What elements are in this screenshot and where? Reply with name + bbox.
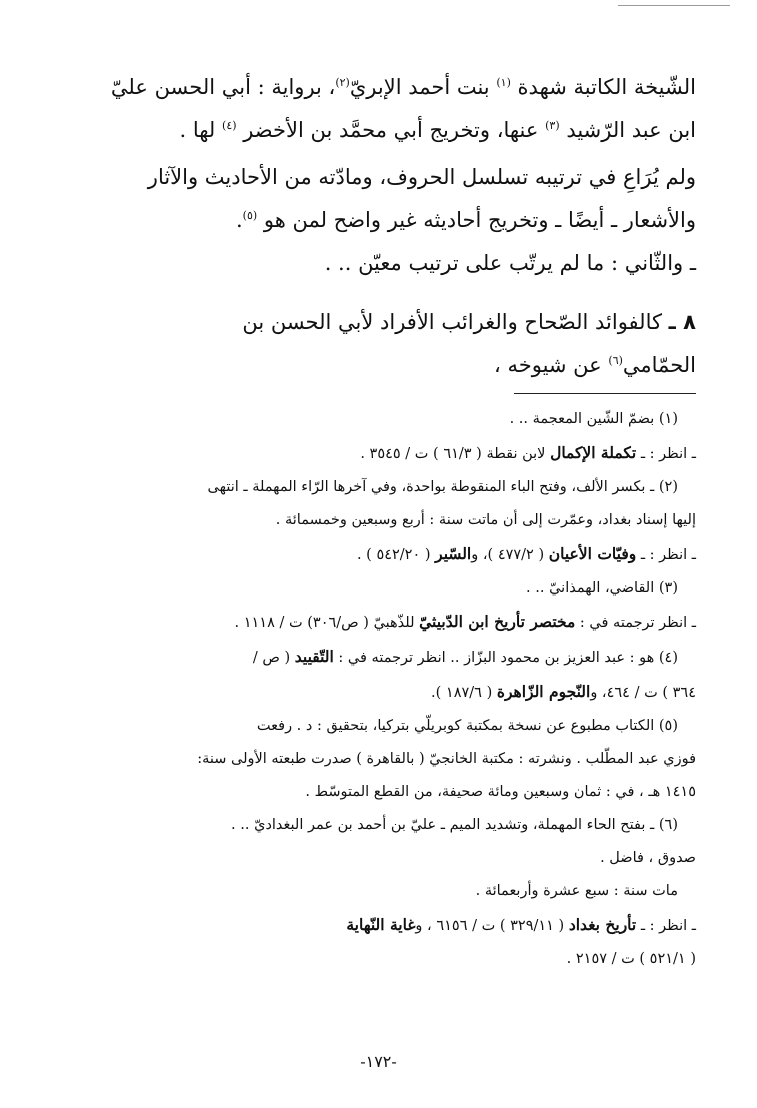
paragraph-line-2: ابن عبد الرّشيد $^{(٣)}$ عنها، وتخريج أبي محمَّد بن الأخضر $^{(٤)}$ لها . [179,118,696,142]
footnote-ref-3[interactable]: (٣) [545,119,560,132]
page-body [70,66,696,976]
footnote-6-ref-cont: ( ٥٢١/١ ) ت / ٢١٥٧ . [566,951,696,967]
paragraph-line-4: والأشعار ـ أيضًا ـ وتخريج أحاديثه غير واضح لمن هو $^{(٥)}$. [235,208,696,232]
paragraph-line-1: الشّيخة الكاتبة شهدة $^{(١)}$ بنت أحمد الإبريّ$^{(٢)}$، برواية : أبي الحسن عليّ [110,75,696,99]
book-title: مختصر تأريخ ابن الدّبيثيّ [419,612,576,631]
book-title: النّجوم الزّاهرة [496,682,591,701]
footnote-ref-5[interactable]: (٥) [242,209,258,222]
footnote-2-line-1: (٢) ـ بكسر الألف، وفتح الباء المنقوطة بواحدة، وفي آخرها الرّاء المهملة ـ انتهى [207,479,678,495]
paragraph-line-3: ولم يُرَاعِ في ترتيبه تسلسل الحروف، ومادّته من الأحاديث والآثار [147,165,696,189]
top-edge-mark [618,0,730,6]
footnote-3: (٣) القاضي، الهمذانيّ .. . [526,580,678,596]
footnote-separator [514,393,696,394]
item-title: كالفوائد الصّحاح والغرائب الأفراد لأبي الحسن بن [242,310,662,334]
book-title: السّير [435,544,472,563]
book-title: التّقييد [294,647,334,666]
book-title: غاية النّهاية [346,915,416,934]
item-8-heading [70,301,696,344]
footnote-6-line-1: (٦) ـ بفتح الحاء المهملة، وتشديد الميم ـ عليّ بن أحمد بن عمر البغداديّ .. . [231,817,678,833]
footnote-6-line-2: صدوق ، فاضل . [600,850,696,866]
paragraph-line-5: ـ والثّاني : ما لم يرتّب على ترتيب معيّن .. . [324,251,696,275]
footnote-1-ref: ـ انظر : ـ تكملة الإكمال لابن نقطة ( ٦١/٣ ) ت / ٣٥٤٥ . [360,443,696,462]
book-title: تأريخ بغداد [568,915,637,934]
footnote-2-line-2: إليها إسناد بغداد، وعمّرت إلى أن ماتت سنة : أربع وسبعين وخمسمائة . [275,512,696,528]
footnotes [70,403,696,976]
footnote-6-line-3: مات سنة : سبع عشرة وأربعمائة . [475,883,678,899]
footnote-3-ref: ـ انظر ترجمته في : مختصر تأريخ ابن الدّبيثيّ للذّهبيّ ( ص/٣٠٦) ت / ١١١٨ . [234,612,696,631]
footnote-5-line-3: ١٤١٥ هـ ، في : ثمان وسبعين ومائة صحيفة، من القطع المتوسّط . [305,784,696,800]
book-title: تكملة الإكمال [550,443,637,462]
footnote-1: (١) بضمّ الشّين المعجمة .. . [509,411,678,427]
footnote-2-ref: ـ انظر : ـ وفيّات الأعيان ( ٤٧٧/٢ )، والسّير ( ٥٤٢/٢٠ ) . [356,544,696,563]
item-8-line-2: الحمّامي$^{(٦)}$ عن شيوخه ، [494,353,696,377]
footnote-ref-2[interactable]: (٢) [335,76,350,89]
footnote-6-ref: ـ انظر : ـ تأريخ بغداد ( ٣٢٩/١١ ) ت / ٦١٥٦ ، وغاية النّهاية [346,915,696,934]
item-number: ٨ ـ [668,310,696,334]
footnote-ref-6[interactable]: (٦) [608,354,623,367]
book-title: وفيّات الأعيان [548,544,637,563]
main-text [70,66,696,387]
page-number: -١٧٢- [360,1052,397,1071]
footnote-5-line-2: فوزي عبد المطّلب . ونشرته : مكتبة الخانجيّ ( بالقاهرة ) صدرت طبعته الأولى سنة: [197,751,696,767]
footnote-4-line-1: (٤) هو : عبد العزيز بن محمود البزّاز .. انظر ترجمته في : التّقييد ( ص / [252,647,678,666]
footnote-ref-4[interactable]: (٤) [222,119,237,132]
footnote-4-line-2: ٣٦٤ ) ت / ٤٦٤، والنّجوم الزّاهرة ( ١٨٧/٦ ). [431,682,696,701]
footnote-ref-1[interactable]: (١) [496,76,511,89]
footnote-5-line-1: (٥) الكتاب مطبوع عن نسخة بمكتبة كوبريلّي بتركيا، بتحقيق : د . رفعت [256,718,678,734]
